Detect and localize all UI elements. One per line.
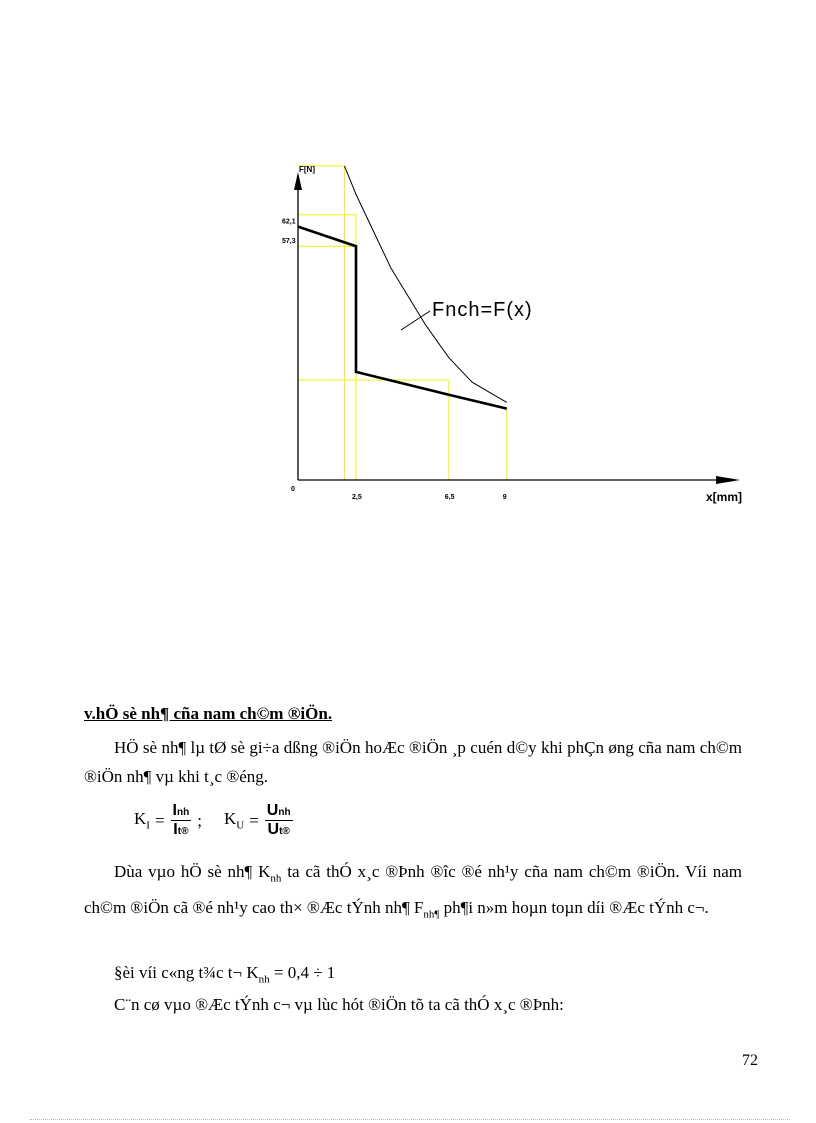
force-displacement-chart (0, 0, 816, 560)
y-axis-label: F[N] (299, 165, 315, 174)
ki-fraction: $\frac{\text{Inh}}{It®}$ (172, 802, 190, 838)
section-heading: v.hÖ sè nh¶ cña nam ch©m ®iÖn. (84, 704, 333, 723)
y-tick-label: 57,3 (282, 238, 296, 246)
para-sensitivity: Dùa vµo hÖ sè nh¶ $K_{nh}$ ta cã thÓ x¸c ®Þnh ®îc ®é nh¹y cña nam ch©m ®iÖn. Víi nam ch©m ®iÖn cã ®é nh¹y cao th× ®Æc tÝnh nh¶ $F_{nh\P}$ ph¶i n»m hoµn toµn díi ®Æc tÝnh c¬. (84, 862, 742, 921)
ku-fraction: $\frac{\text{Unh}}{Ut®}$ (266, 802, 291, 838)
para-contactor: §èi víi c«ng t¾c t¬ $K_{nh} = 0,4 \div 1$ (114, 963, 336, 986)
x-axis-label: x[mm] (706, 490, 743, 504)
formula-separator: ; (197, 810, 202, 830)
para-conclusion: C¨n cø vµo ®Æc tÝnh c¬ vµ lùc hót ®iÖn tõ ta cã thÓ x¸c ®Þnh: (114, 995, 564, 1014)
ki-symbol: $K_I$ (134, 809, 150, 832)
equals-sign-2: = (249, 810, 259, 830)
x-axis-arrow (716, 476, 740, 484)
x-tick-label: 2,5 (352, 494, 362, 501)
x-tick-label: 6,5 (444, 494, 455, 501)
x-tick-label: 9 (502, 494, 507, 501)
page-bottom-divider (30, 1119, 790, 1120)
y-axis-arrow (294, 172, 302, 190)
release-coefficient-formula (134, 802, 299, 839)
para-release-coefficient: HÖ sè nh¶ lµ tØ sè gi÷a dßng ®iÖn hoÆc ®iÖn ¸p cuén d©y khi phÇn øng cña nam ch©m ®iÖn nh¶ vµ khi t¸c ®éng. (84, 738, 742, 786)
y-tick-label: 62,1 (282, 218, 296, 226)
curve-label: Fnch=F(x) (432, 299, 533, 321)
origin-label: 0 (291, 486, 295, 493)
fnch-curve-line (344, 166, 506, 403)
page-number: 72 (742, 1052, 758, 1069)
curve-label-leader (401, 311, 430, 330)
equals-sign-1: = (154, 810, 165, 830)
ku-symbol: $K_U$ (223, 809, 245, 832)
